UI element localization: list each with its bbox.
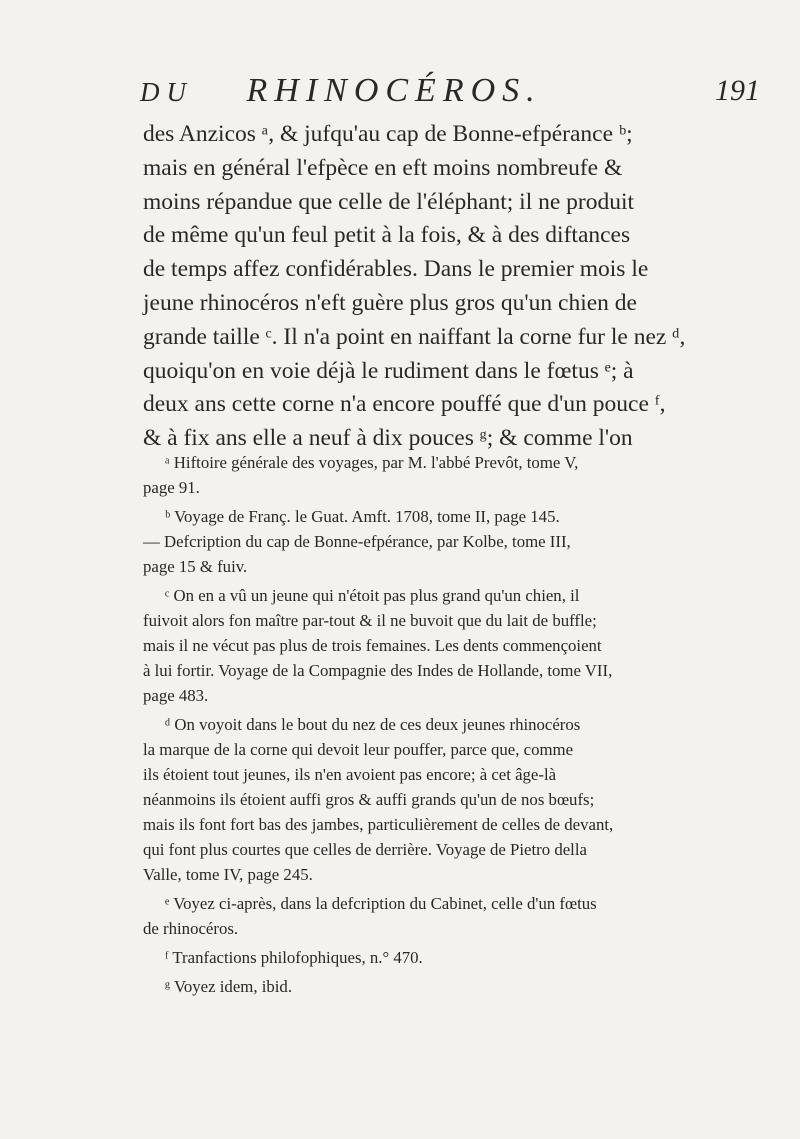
footnote-line: — Defcription du cap de Bonne-efpérance, par Kolbe, tome III, [143,532,571,551]
footnote-line: mais il ne vécut pas plus de trois femaines. Les dents commençoient [143,636,602,655]
main-paragraph [143,118,773,456]
footnote-line: de rhinocéros. [143,919,239,938]
text-line: grande taille ᶜ. Il n'a point en naiffant la corne fur le nez ᵈ, [143,323,686,350]
footnote-line: ils étoient tout jeunes, ils n'en avoient pas encore; à cet âge-là [143,765,557,784]
footnote-a [143,450,773,500]
footnote-line: ᵃ Hiftoire générale des voyages, par M. l'abbé Prevôt, tome V, [165,453,579,472]
footnote-line: ᵉ Voyez ci-après, dans la defcription du Cabinet, celle d'un fœtus [165,894,597,913]
text-line: jeune rhinocéros n'eft guère plus gros qu'un chien de [143,289,637,316]
footnote-line: à lui fortir. Voyage de la Compagnie des Indes de Hollande, tome VII, [143,661,613,680]
footnote-b [143,504,773,579]
footnote-line: néanmoins ils étoient auffi gros & auffi grands qu'un de nos bœufs; [143,790,595,809]
running-head-part1: DU [140,77,193,107]
text-line: de même qu'un feul petit à la fois, & à des diftances [143,222,631,249]
footnote-line: ᵈ On voyoit dans le bout du nez de ces deux jeunes rhinocéros [165,715,581,734]
text-line: deux ans cette corne n'a encore pouffé que d'un pouce ᶠ, [143,391,666,418]
footnote-line: fuivoit alors fon maître par-tout & il ne buvoit que du lait de buffle; [143,611,597,630]
footnote-g [143,974,773,999]
footnote-line: page 483. [143,686,209,705]
footnote-line: page 91. [143,478,200,497]
footnote-d [143,712,773,887]
footnote-line: mais ils font fort bas des jambes, particulièrement de celles de devant, [143,815,614,834]
text-line: quoiqu'on en voie déjà le rudiment dans le fœtus ᵉ; à [143,357,634,384]
footnote-line: la marque de la corne qui devoit leur pouffer, parce que, comme [143,740,574,759]
footnote-line: page 15 & fuiv. [143,557,248,576]
footnote-line: ᶜ On en a vû un jeune qui n'étoit pas plus grand qu'un chien, il [165,586,580,605]
footnote-line: qui font plus courtes que celles de derrière. Voyage de Pietro della [143,840,587,859]
footnote-e [143,891,773,941]
text-line: moins répandue que celle de l'éléphant; il ne produit [143,188,635,215]
text-line: des Anzicos ᵃ, & jufqu'au cap de Bonne-efpérance ᵇ; [143,121,633,147]
running-head [140,72,542,110]
footnotes [143,450,773,1003]
page-number: 191 [715,74,760,107]
footnote-line: ᵍ Voyez idem, ibid. [165,977,293,996]
text-line: mais en général l'efpèce en eft moins nombreufe & [143,154,623,181]
footnote-line: Valle, tome IV, page 245. [143,865,313,884]
page-header [140,68,760,118]
footnote-f [143,945,773,970]
footnote-line: ᶠ Tranfactions philofophiques, n.° 470. [165,948,423,967]
text-line: de temps affez confidérables. Dans le premier mois le [143,256,649,283]
footnote-line: ᵇ Voyage de Franç. le Guat. Amft. 1708, tome II, page 145. [165,507,560,526]
footnote-c [143,583,773,708]
running-head-part2: RHINOCÉROS. [246,72,542,109]
text-line: & à fix ans elle a neuf à dix pouces ᵍ; & comme l'on [143,425,633,452]
